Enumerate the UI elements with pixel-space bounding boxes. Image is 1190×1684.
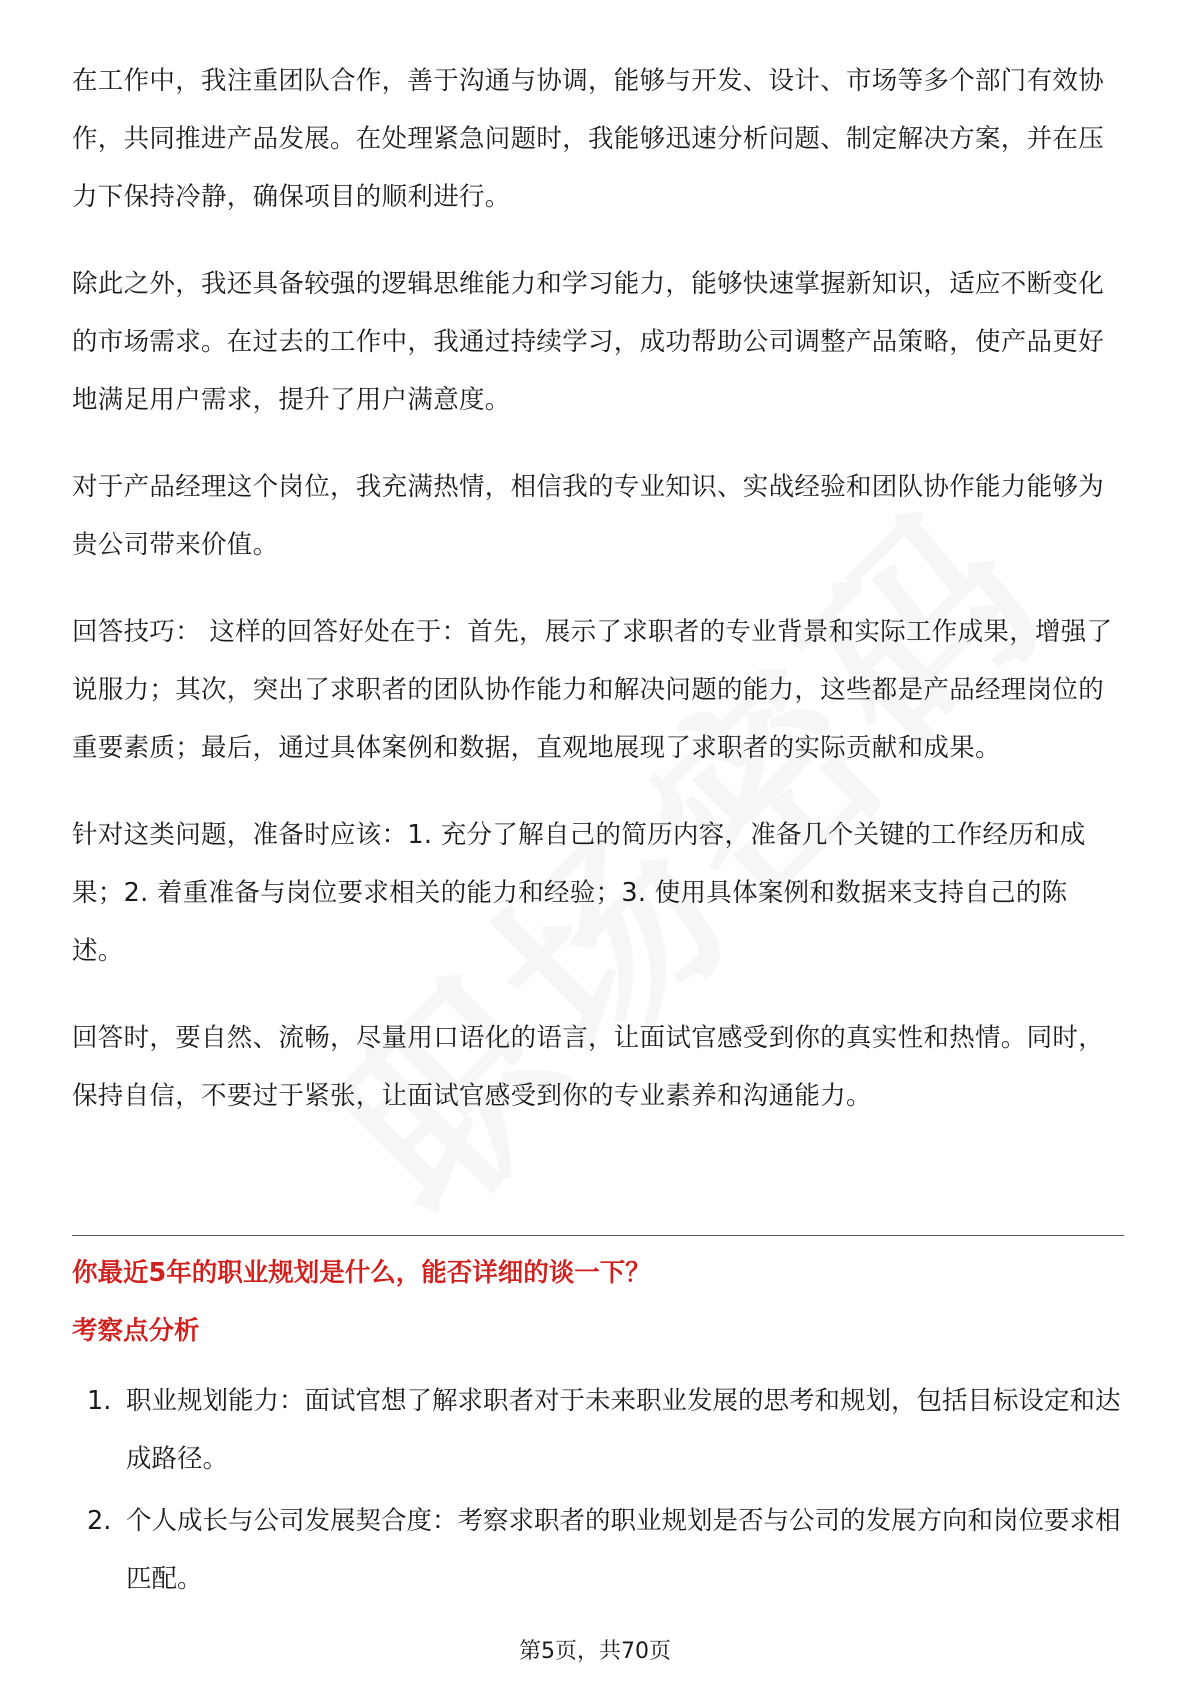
list-item-text: 职业规划能力：面试官想了解求职者对于未来职业发展的思考和规划，包括目标设定和达成路径。: [126, 1386, 1121, 1474]
paragraph-passion: 对于产品经理这个岗位，我充满热情，相信我的专业知识、实战经验和团队协作能力能够为贵公司带来价值。: [72, 472, 1105, 560]
analysis-list: [72, 1372, 1124, 1608]
section-divider: [72, 1235, 1124, 1236]
document-body: [72, 52, 1118, 1154]
list-item: [72, 1372, 1124, 1488]
list-item-number: 2.: [87, 1506, 112, 1536]
paragraph-teamwork: 在工作中，我注重团队合作，善于沟通与协调，能够与开发、设计、市场等多个部门有效协作，共同推进产品发展。在处理紧急问题时，我能够迅速分析问题、制定解决方案，并在压力下保持冷静，确保项目的顺利进行。: [72, 66, 1105, 212]
paragraph-learning: 除此之外，我还具备较强的逻辑思维能力和学习能力，能够快速掌握新知识，适应不断变化的市场需求。在过去的工作中，我通过持续学习，成功帮助公司调整产品策略，使产品更好地满足用户需求，提升了用户满意度。: [72, 269, 1105, 415]
list-item-text: 个人成长与公司发展契合度：考察求职者的职业规划是否与公司的发展方向和岗位要求相匹配。: [126, 1506, 1121, 1594]
paragraph-delivery: 回答时，要自然、流畅，尽量用口语化的语言，让面试官感受到你的真实性和热情。同时，保持自信，不要过于紧张，让面试官感受到你的专业素养和沟通能力。: [72, 1023, 1105, 1111]
page-number: 第5页，共70页: [519, 1639, 671, 1664]
analysis-heading: 考察点分析: [72, 1316, 200, 1346]
paragraph-preparation: 针对这类问题，准备时应该：1. 充分了解自己的简历内容，准备几个关键的工作经历和成果；2. 着重准备与岗位要求相关的能力和经验；3. 使用具体案例和数据来支持自己的陈述。: [72, 820, 1086, 966]
list-item-number: 1.: [87, 1386, 112, 1416]
question-section: [72, 1244, 1124, 1612]
paragraph-answer-tips: 回答技巧： 这样的回答好处在于：首先，展示了求职者的专业背景和实际工作成果，增强了说服力；其次，突出了求职者的团队协作能力和解决问题的能力，这些都是产品经理岗位的重要素质；最后，通过具体案例和数据，直观地展现了求职者的实际贡献和成果。: [72, 617, 1113, 763]
list-item: [72, 1492, 1124, 1608]
question-title: 你最近5年的职业规划是什么，能否详细的谈一下？: [72, 1258, 651, 1288]
